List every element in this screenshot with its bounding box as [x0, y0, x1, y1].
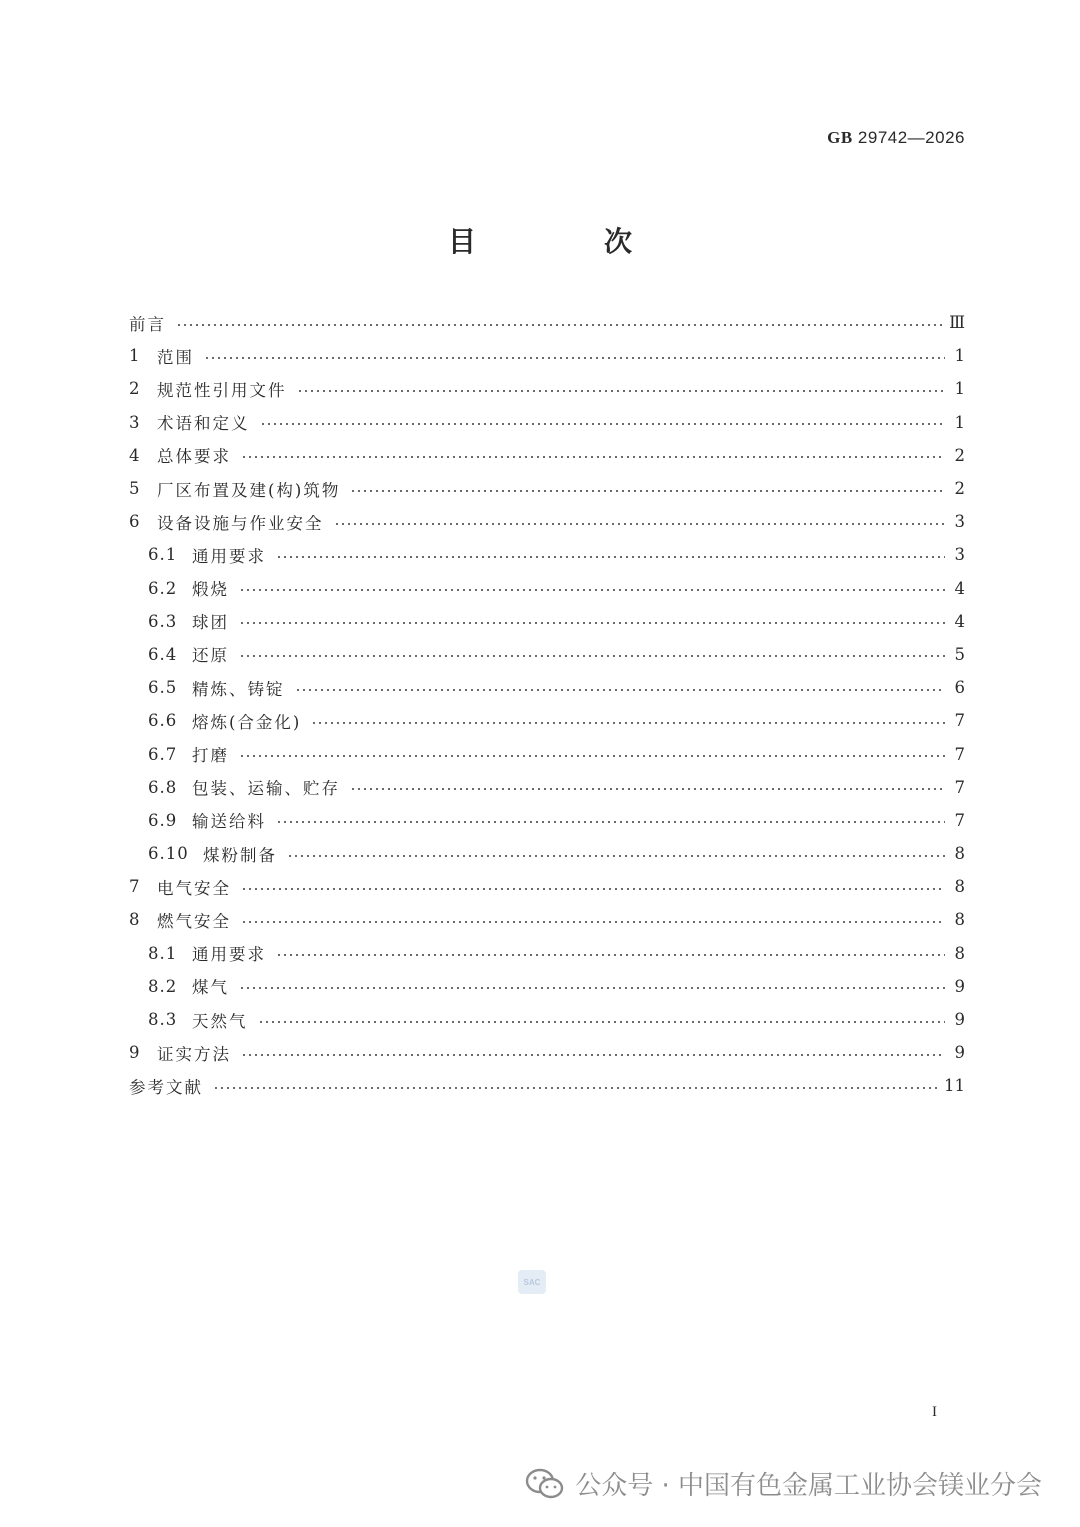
toc-entry-label: 证实方法	[157, 1044, 231, 1064]
toc-entry-label: 精炼、铸锭	[192, 679, 285, 699]
dot-leader	[350, 788, 945, 790]
toc-entry-page: 6	[954, 678, 965, 698]
toc-entry-label: 燃气安全	[157, 911, 231, 931]
toc-entry-label: 煅烧	[192, 580, 229, 600]
toc-entry-number: 6.9	[148, 810, 178, 830]
toc-entry-label: 煤粉制备	[203, 845, 277, 865]
toc-entry[interactable]	[129, 870, 965, 903]
toc-entry-number: 6.8	[148, 777, 178, 797]
toc-entry[interactable]	[129, 737, 965, 770]
dot-leader	[276, 821, 945, 823]
dot-leader	[204, 357, 945, 359]
toc-entry-label: 术语和定义	[157, 414, 250, 434]
page-number: I	[932, 1404, 937, 1420]
toc-entry-page: 2	[954, 479, 965, 499]
dot-leader	[295, 689, 946, 691]
dot-leader	[239, 655, 945, 657]
dot-leader	[350, 490, 945, 492]
sac-stamp: SAC	[518, 1270, 546, 1294]
toc-entry[interactable]	[129, 1003, 965, 1036]
toc-entry[interactable]	[129, 372, 965, 405]
dot-leader	[311, 722, 945, 724]
toc-entry[interactable]	[129, 439, 965, 472]
toc-entry-label: 天然气	[192, 1011, 248, 1031]
toc-entry-label: 电气安全	[157, 878, 231, 898]
toc-entry-page: 1	[954, 412, 965, 432]
dot-leader	[239, 589, 945, 591]
toc-entry-page: 7	[954, 744, 965, 764]
watermark-text: 公众号 · 中国有色金属工业协会镁业分会	[575, 1471, 1042, 1501]
toc-entry-label: 总体要求	[157, 447, 231, 467]
toc-entry-number: 8	[129, 910, 141, 930]
wechat-icon	[525, 1468, 565, 1500]
toc-entry-label: 范围	[157, 347, 194, 367]
toc-entry[interactable]	[129, 406, 965, 439]
toc-entry-label: 通用要求	[192, 546, 266, 566]
toc-entry-label: 打磨	[192, 746, 229, 766]
toc-entry-label: 煤气	[192, 978, 229, 998]
toc-entry[interactable]	[129, 538, 965, 571]
dot-leader	[287, 855, 945, 857]
dot-leader	[239, 622, 945, 624]
watermark	[525, 1465, 1042, 1502]
toc-entry-number: 7	[129, 877, 141, 897]
dot-leader	[241, 888, 945, 890]
toc-entry-page: 8	[954, 844, 965, 864]
toc-entry[interactable]	[129, 1036, 965, 1069]
toc-entry[interactable]	[129, 903, 965, 936]
dot-leader	[276, 954, 945, 956]
toc-entry-page: 3	[954, 512, 965, 532]
toc-entry-page: 8	[954, 910, 965, 930]
toc-entry-number: 6.2	[148, 578, 178, 598]
dot-leader	[241, 456, 945, 458]
toc-entry-number: 6.4	[148, 644, 178, 664]
toc-entry-page: 9	[954, 1010, 965, 1030]
toc-entry-page: 4	[954, 611, 965, 631]
toc-entry[interactable]	[129, 605, 965, 638]
toc-entry-number: 3	[129, 412, 141, 432]
toc-entry-page: 8	[954, 943, 965, 963]
standard-number	[827, 128, 965, 148]
toc-entry-number: 8.3	[148, 1010, 178, 1030]
toc-entry[interactable]	[129, 306, 965, 339]
toc-entry-page: 2	[954, 445, 965, 465]
toc-entry-page: 3	[954, 545, 965, 565]
dot-leader	[260, 423, 946, 425]
toc-entry-number: 1	[129, 346, 141, 366]
toc-entry-label: 前言	[129, 314, 166, 334]
toc-entry-number: 5	[129, 479, 141, 499]
toc-entry[interactable]	[129, 1069, 965, 1102]
page-title: 目 次	[447, 225, 682, 258]
toc-entry-number: 6.1	[148, 545, 178, 565]
dot-leader	[241, 1054, 945, 1056]
toc-entry-label: 熔炼(合金化)	[192, 712, 302, 732]
toc-entry-number: 6.3	[148, 611, 178, 631]
toc-entry-page: 5	[954, 644, 965, 664]
dot-leader	[276, 556, 945, 558]
dot-leader	[334, 523, 946, 525]
toc-entry-label: 输送给料	[192, 812, 266, 832]
table-of-contents	[129, 306, 965, 1103]
toc-entry[interactable]	[129, 638, 965, 671]
toc-entry[interactable]	[129, 970, 965, 1003]
standard-code: 29742—2026	[857, 128, 965, 147]
toc-entry-number: 8.1	[148, 943, 178, 963]
toc-entry[interactable]	[129, 937, 965, 970]
toc-entry-number: 4	[129, 445, 141, 465]
toc-entry-page: 11	[944, 1076, 965, 1096]
toc-entry-label: 规范性引用文件	[157, 380, 287, 400]
toc-entry-page: 1	[954, 379, 965, 399]
toc-entry-number: 6.5	[148, 678, 178, 698]
toc-entry[interactable]	[129, 671, 965, 704]
toc-entry-number: 2	[129, 379, 141, 399]
dot-leader	[213, 1087, 938, 1089]
toc-entry-number: 6	[129, 512, 141, 532]
toc-entry-page: 4	[954, 578, 965, 598]
toc-entry-label: 厂区布置及建(构)筑物	[157, 480, 341, 500]
dot-leader	[239, 755, 945, 757]
toc-entry-label: 通用要求	[192, 945, 266, 965]
dot-leader	[239, 987, 945, 989]
toc-entry-label: 包装、运输、贮存	[192, 779, 340, 799]
dot-leader	[176, 324, 943, 326]
toc-entry-label: 还原	[192, 646, 229, 666]
toc-entry-label: 设备设施与作业安全	[157, 513, 324, 533]
toc-entry-number: 6.10	[148, 844, 189, 864]
toc-entry-page: 7	[954, 777, 965, 797]
toc-entry[interactable]	[129, 771, 965, 804]
toc-entry[interactable]	[129, 572, 965, 605]
dot-leader	[297, 390, 946, 392]
dot-leader	[258, 1021, 946, 1023]
toc-entry-label: 参考文献	[129, 1077, 203, 1097]
toc-entry[interactable]	[129, 804, 965, 837]
toc-entry-label: 球团	[192, 613, 229, 633]
toc-entry-number: 6.7	[148, 744, 178, 764]
toc-entry[interactable]	[129, 837, 965, 870]
toc-entry-page: Ⅲ	[949, 313, 965, 333]
toc-entry-page: 9	[954, 976, 965, 996]
toc-entry-number: 6.6	[148, 711, 178, 731]
standard-prefix: GB	[827, 128, 853, 147]
toc-entry[interactable]	[129, 339, 965, 372]
toc-entry-number: 8.2	[148, 976, 178, 996]
toc-entry[interactable]	[129, 704, 965, 737]
toc-entry[interactable]	[129, 505, 965, 538]
toc-entry[interactable]	[129, 472, 965, 505]
toc-entry-number: 9	[129, 1043, 141, 1063]
dot-leader	[241, 921, 945, 923]
toc-entry-page: 7	[954, 810, 965, 830]
toc-entry-page: 1	[954, 346, 965, 366]
toc-entry-page: 8	[954, 877, 965, 897]
toc-entry-page: 9	[954, 1043, 965, 1063]
toc-entry-page: 7	[954, 711, 965, 731]
